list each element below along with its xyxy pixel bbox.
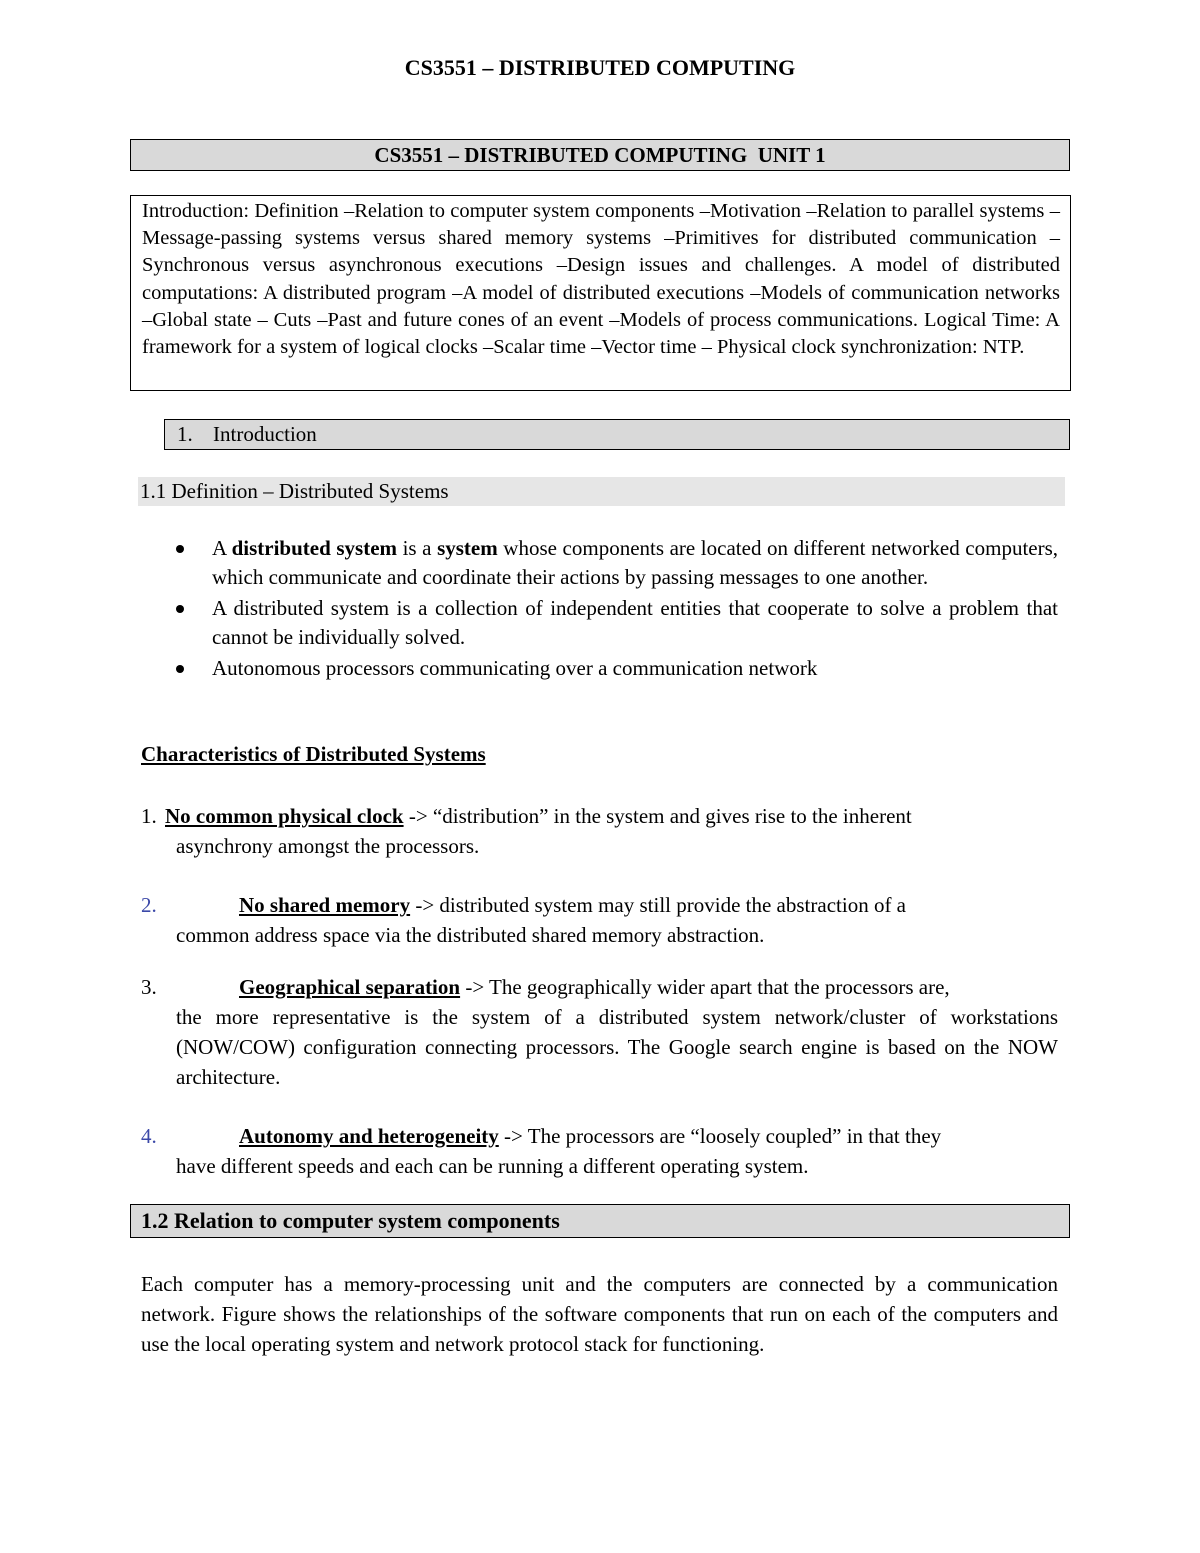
characteristics-heading: Characteristics of Distributed Systems xyxy=(141,742,486,766)
characteristic-item: 4. Autonomy and heterogeneity -> The processors are “loosely coupled” in that they have different speeds and each can be running a different operating system. xyxy=(141,1121,1058,1181)
unit-title: CS3551 – DISTRIBUTED COMPUTING UNIT 1 xyxy=(374,143,826,167)
list-item: A distributed system is a system whose components are located on different networked computers, which communicate and coordinate their actions by passing messages to one another. xyxy=(140,534,1058,592)
characteristic-item: 2. No shared memory -> distributed system may still provide the abstraction of a common address space via the distributed shared memory abstraction. xyxy=(141,890,1058,950)
bullet-icon xyxy=(176,665,184,673)
item-number: 3. xyxy=(141,975,157,999)
characteristic-term: Autonomy and heterogeneity xyxy=(239,1124,499,1148)
item-number: 4. xyxy=(141,1124,157,1148)
section-1-number: 1. xyxy=(177,422,193,446)
section-1-2-paragraph: Each computer has a memory-processing unit and the computers are connected by a communication network. Figure shows the relationships of the software components that run on each of the computers and use the local operating system and network protocol stack for functioning. xyxy=(141,1272,1058,1356)
bold-term: distributed system xyxy=(231,536,398,560)
unit-title-box xyxy=(130,139,1070,171)
syllabus-text: Introduction: Definition –Relation to computer system components –Motivation –Relation to parallel systems – Message-passing systems versus shared memory systems –Primitives for distributed communication –Synchronous versus asynchronous executions –Design issues and challenges. A model of distributed computations: A distributed program –A model of distributed executions –Models of communication networks –Global state – Cuts –Past and future cones of an event –Models of process communications. Logical Time: A framework for a system of logical clocks –Scalar time –Vector time – Physical clock synchronization: NTP. xyxy=(142,200,1060,359)
subsection-1-1-heading: 1.1 Definition – Distributed Systems xyxy=(138,477,1065,506)
page-header: CS3551 – DISTRIBUTED COMPUTING xyxy=(404,55,796,80)
characteristic-term: No common physical clock xyxy=(165,804,404,828)
section-1-heading xyxy=(164,419,1070,450)
item-number: 1. xyxy=(141,804,157,828)
bold-term: system xyxy=(437,536,498,560)
list-item: Autonomous processors communicating over a communication network xyxy=(140,654,1058,683)
characteristic-term: No shared memory xyxy=(239,893,411,917)
section-1-2-heading xyxy=(130,1204,1070,1238)
item-number: 2. xyxy=(141,893,157,917)
definition-bullet-list xyxy=(140,534,1058,685)
section-1-title: Introduction xyxy=(213,422,317,446)
characteristic-item: 1. No common physical clock -> “distribution” in the system and gives rise to the inherent asynchrony amongst the processors. xyxy=(141,801,1058,861)
list-item: A distributed system is a collection of independent entities that cooperate to solve a problem that cannot be individually solved. xyxy=(140,594,1058,652)
syllabus-box xyxy=(130,195,1071,391)
bullet-icon xyxy=(176,545,184,553)
section-1-2-title: 1.2 Relation to computer system components xyxy=(141,1208,560,1233)
characteristic-term: Geographical separation xyxy=(239,975,461,999)
characteristic-item: 3. Geographical separation -> The geographically wider apart that the processors are, the more representative is the system of a distributed system network/cluster of workstations (NOW/COW) configuration connecting processors. The Google search engine is based on the NOW architecture. xyxy=(141,972,1058,1092)
bullet-icon xyxy=(176,605,184,613)
